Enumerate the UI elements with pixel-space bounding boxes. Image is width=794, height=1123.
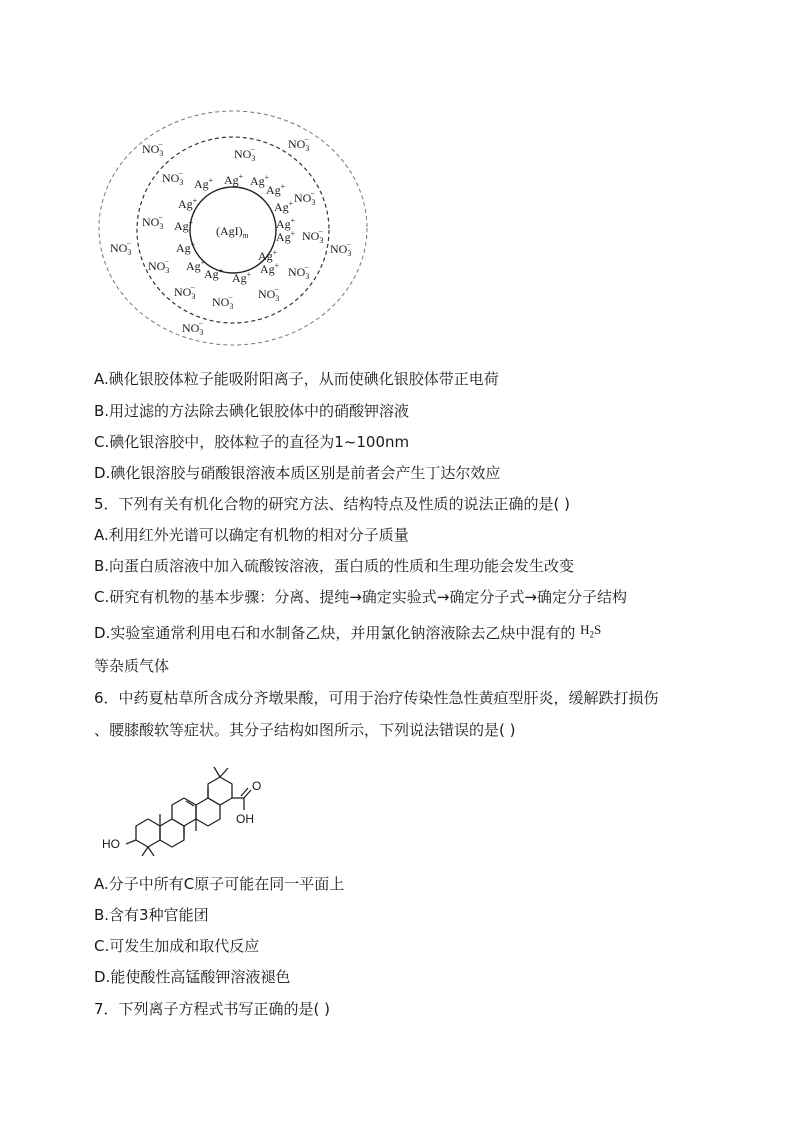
nitrate-ion-label: $NO_3-$ [174,283,196,301]
q6-option-a: A.分子中所有C原子可能在同一平面上 [94,875,345,893]
q6-option-b: B.含有3种官能团 [94,906,209,924]
ag-ion-label: Ag+ [266,182,286,197]
agi-core-label: $(AgI)_m$ [216,224,249,240]
nitrate-ion-label: $NO_3-$ [162,169,184,187]
q5-option-c: C.研究有机物的基本步骤：分离、提纯→确定实验式→确定分子式→确定分子结构 [94,588,627,606]
nitrate-ion-label: $NO_3-$ [212,293,234,311]
q4-option-b: B.用过滤的方法除去碘化银胶体中的硝酸钾溶液 [94,402,410,420]
q5-option-d-cont: 等杂质气体 [94,657,170,675]
ag-ion-label: Ag+ [276,216,296,231]
ag-ion-label: Ag+ [260,261,280,276]
nitrate-ion-label: $NO_3-$ [330,240,352,258]
q6-option-c: C.可发生加成和取代反应 [94,937,260,955]
nitrate-ion-label: $NO_3-$ [288,263,310,281]
nitrate-ion-label: $NO_3-$ [142,213,164,231]
q7-stem: 7．下列离子方程式书写正确的是( ) [94,1000,331,1018]
agi-colloid-diagram [96,108,372,348]
nitrate-ion-label: $NO_3-$ [182,319,204,337]
ag-ion-label: Ag+ [232,270,252,285]
h2s-formula: $H_2S$ [580,622,602,640]
nitrate-ion-label: $NO_3-$ [258,285,280,303]
q5-option-b: B.向蛋白质溶液中加入硫酸铵溶液，蛋白质的性质和生理功能会发生改变 [94,557,575,575]
ag-ion-label: Ag+ [194,176,214,191]
ho-label: HO [102,837,120,851]
nitrate-ion-label: $NO_3-$ [110,239,132,257]
ag-ion-label: Ag+ [274,199,294,214]
ag-ion-label: Ag+ [250,173,270,188]
q5-option-d-text: D.实验室通常利用电石和水制备乙炔，并用氯化钠溶液除去乙炔中混有的 [94,624,576,642]
nitrate-ion-label: $NO_3-$ [294,189,316,207]
o-label: O [252,779,262,793]
oh-label: OH [236,812,254,826]
nitrate-ion-label: $NO_3-$ [142,140,164,158]
nitrate-ion-label: $NO_3-$ [302,227,324,245]
nitrate-ion-label: $NO_3-$ [288,135,310,153]
q4-option-d: D.碘化银溶胶与硝酸银溶液本质区别是前者会产生丁达尔效应 [94,464,501,482]
q6-stem-line2: 、腰膝酸软等症状。其分子结构如图所示，下列说法错误的是( ) [94,721,516,739]
ag-ion-label: Ag+ [176,240,196,255]
ag-ion-label: Ag+ [178,196,198,211]
q6-option-d: D.能使酸性高锰酸钾溶液褪色 [94,968,291,986]
oleanolic-acid-structure [98,748,273,860]
q5-option-a: A.利用红外光谱可以确定有机物的相对分子质量 [94,526,409,544]
ag-ion-label: Ag+ [224,172,244,187]
q6-stem-line1: 6．中药夏枯草所含成分齐墩果酸，可用于治疗传染性急性黄疸型肝炎，缓解跌打损伤 [94,689,659,707]
ag-ion-label: Ag+ [204,266,224,281]
ag-ion-label: Ag+ [258,248,278,263]
ag-ion-label: Ag+ [276,229,296,244]
ag-ion-label: Ag+ [186,258,206,273]
nitrate-ion-label: $NO_3-$ [234,145,256,163]
ag-ion-label: Ag+ [174,218,194,233]
q4-option-c: C.碘化银溶胶中，胶体粒子的直径为1~100nm [94,433,410,451]
q5-option-d [94,623,601,649]
q4-option-a: A.碘化银胶体粒子能吸附阳离子，从而使碘化银胶体带正电荷 [94,370,499,388]
nitrate-ion-label: $NO_3-$ [148,257,170,275]
q5-stem: 5．下列有关有机化合物的研究方法、结构特点及性质的说法正确的是( ) [94,495,571,513]
